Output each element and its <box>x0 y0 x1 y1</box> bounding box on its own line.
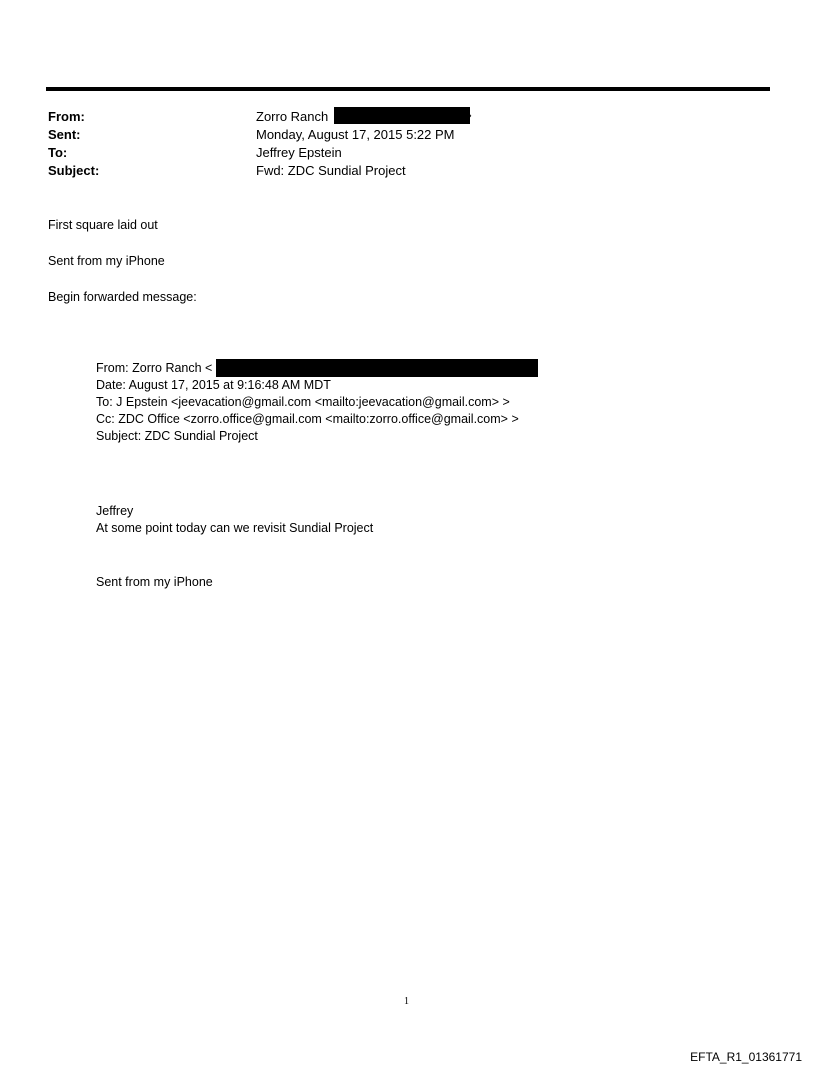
from-value: Zorro Ranch <box>256 109 329 124</box>
page-number: 1 <box>404 996 409 1007</box>
subject-label: Subject: <box>48 163 100 178</box>
fwd-to: To: J Epstein <jeevacation@gmail.com <mailto:jeevacation@gmail.com> > <box>96 395 510 409</box>
sent-value: Monday, August 17, 2015 5:22 PM <box>256 127 455 142</box>
fwd-cc: Cc: ZDC Office <zorro.office@gmail.com <mailto:zorro.office@gmail.com> > <box>96 412 519 426</box>
fwd-message: At some point today can we revisit Sundial Project <box>96 521 374 535</box>
subject-value: Fwd: ZDC Sundial Project <box>256 163 406 178</box>
redaction-edge-mark: › <box>468 110 472 122</box>
fwd-subject: Subject: ZDC Sundial Project <box>96 429 258 443</box>
fwd-date: Date: August 17, 2015 at 9:16:48 AM MDT <box>96 378 331 392</box>
document-id: EFTA_R1_01361771 <box>690 1050 802 1064</box>
body-line-2: Sent from my iPhone <box>48 254 165 268</box>
fwd-from: From: Zorro Ranch < <box>96 361 213 375</box>
from-label: From: <box>48 109 85 124</box>
fwd-signature: Sent from my iPhone <box>96 575 213 589</box>
fwd-greeting: Jeffrey <box>96 504 134 518</box>
sent-label: Sent: <box>48 127 81 142</box>
body-line-1: First square laid out <box>48 218 158 232</box>
redaction-block <box>216 359 538 377</box>
header-divider <box>46 87 770 91</box>
to-label: To: <box>48 145 68 160</box>
redaction-block <box>334 107 470 124</box>
body-line-3: Begin forwarded message: <box>48 290 197 304</box>
to-value: Jeffrey Epstein <box>256 145 342 160</box>
